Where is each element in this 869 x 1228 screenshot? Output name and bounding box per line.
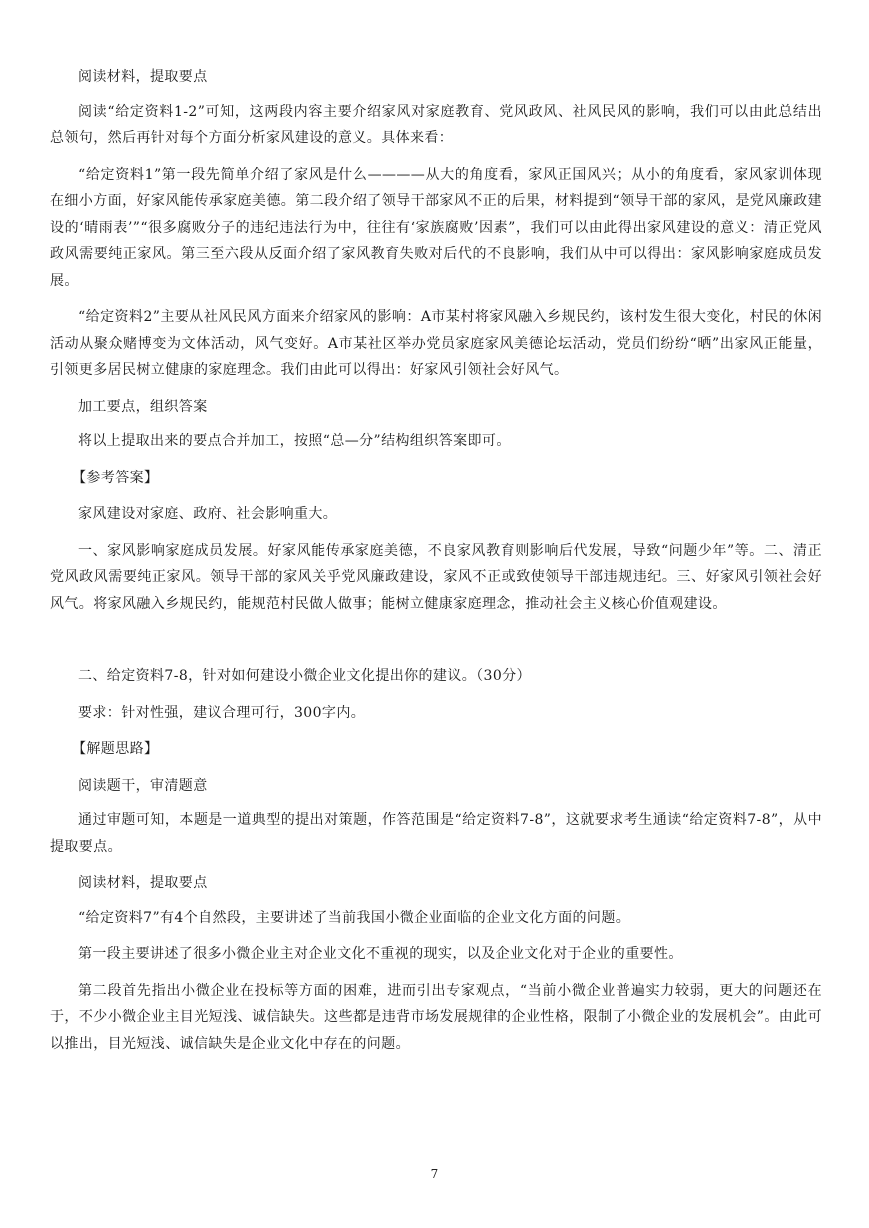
paragraph: 通过审题可知，本题是一道典型的提出对策题，作答范围是“给定资料7-8”，这就要求考生通读“给定资料7-8”，从中提取要点。 (50, 812, 822, 855)
paragraph: “给定资料7”有4个自然段，主要讲述了当前我国小微企业面临的企业文化方面的问题。 (78, 909, 631, 926)
question-requirement: 要求：针对性强，建议合理可行，300字内。 (78, 704, 366, 721)
paragraph: 第一段主要讲述了很多小微企业主对企业文化不重视的现实，以及企业文化对于企业的重要性。 (78, 946, 683, 962)
question-heading: 二、给定资料7-8，针对如何建设小微企业文化提出你的建议。（30分） (78, 668, 531, 684)
section-gap (50, 627, 822, 663)
reference-answer-heading: 【参考答案】 (72, 469, 159, 486)
section-heading: 阅读材料，提取要点 (78, 69, 208, 85)
section-heading: 加工要点，组织答案 (78, 398, 208, 415)
paragraph: 一、家风影响家庭成员发展。好家风能传承家庭美德，不良家风教育则影响后代发展，导致“问题少年”等。二、清正党风政风需要纯正家风。领导干部的家风关乎党风廉政建设，家风不正或致使领导干部违规违纪。三、好家风引领社会好风气。将家风融入乡规民约，能规范村民做人做事；能树立健康家庭理念，推动社会主义核心价值观建设。 (50, 542, 822, 612)
document-page (50, 64, 822, 1067)
paragraph: “给定资料2”主要从社风民风方面来介绍家风的影响：A市某村将家风融入乡规民约，该村发生很大变化，村民的休闲活动从聚众赌博变为文体活动，风气变好。A市某社区举办党员家庭家风美德论坛活动，党员们纷纷“晒”出家风正能量，引领更多居民树立健康的家庭理念。我们由此可以得出：好家风引领社会好风气。 (50, 309, 822, 378)
paragraph: 将以上提取出来的要点合并加工，按照“总—分”结构组织答案即可。 (78, 433, 511, 449)
paragraph: 阅读“给定资料1-2”可知，这两段内容主要介绍家风对家庭教育、党风政风、社风民风的影响，我们可以由此总结出总领句，然后再针对每个方面分析家风建设的意义。具体来看： (50, 103, 822, 146)
paragraph: 家风建设对家庭、政府、社会影响重大。 (78, 506, 338, 522)
paragraph: 第二段首先指出小微企业在投标等方面的困难，进而引出专家观点，“当前小微企业普遍实力较弱，更大的问题还在于，不少小微企业主目光短浅、诚信缺失。这些都是违背市场发展规律的企业性格，限制了小微企业的发展机会”。由此可以推出，目光短浅、诚信缺失是企业文化中存在的问题。 (50, 982, 822, 1052)
page-number: 7 (430, 1167, 439, 1181)
paragraph: “给定资料1”第一段先简单介绍了家风是什么————从大的角度看，家风正国风兴；从小的角度看，家风家训体现在细小方面，好家风能传承家庭美德。第二段介绍了领导干部家风不正的后果，材料提到“领导干部的家风，是党风廉政建设的‘晴雨表’”“很多腐败分子的违纪违法行为中，往往有‘家族腐败’因素”，我们可以由此得出家风建设的意义：清正党风政风需要纯正家风。第三至六段从反面介绍了家风教育失败对后代的不良影响，我们从中可以得出：家风影响家庭成员发展。 (50, 166, 822, 289)
solution-approach-heading: 【解题思路】 (72, 741, 159, 757)
section-heading: 阅读材料，提取要点 (78, 875, 208, 891)
section-heading: 阅读题干，审清题意 (78, 777, 208, 794)
